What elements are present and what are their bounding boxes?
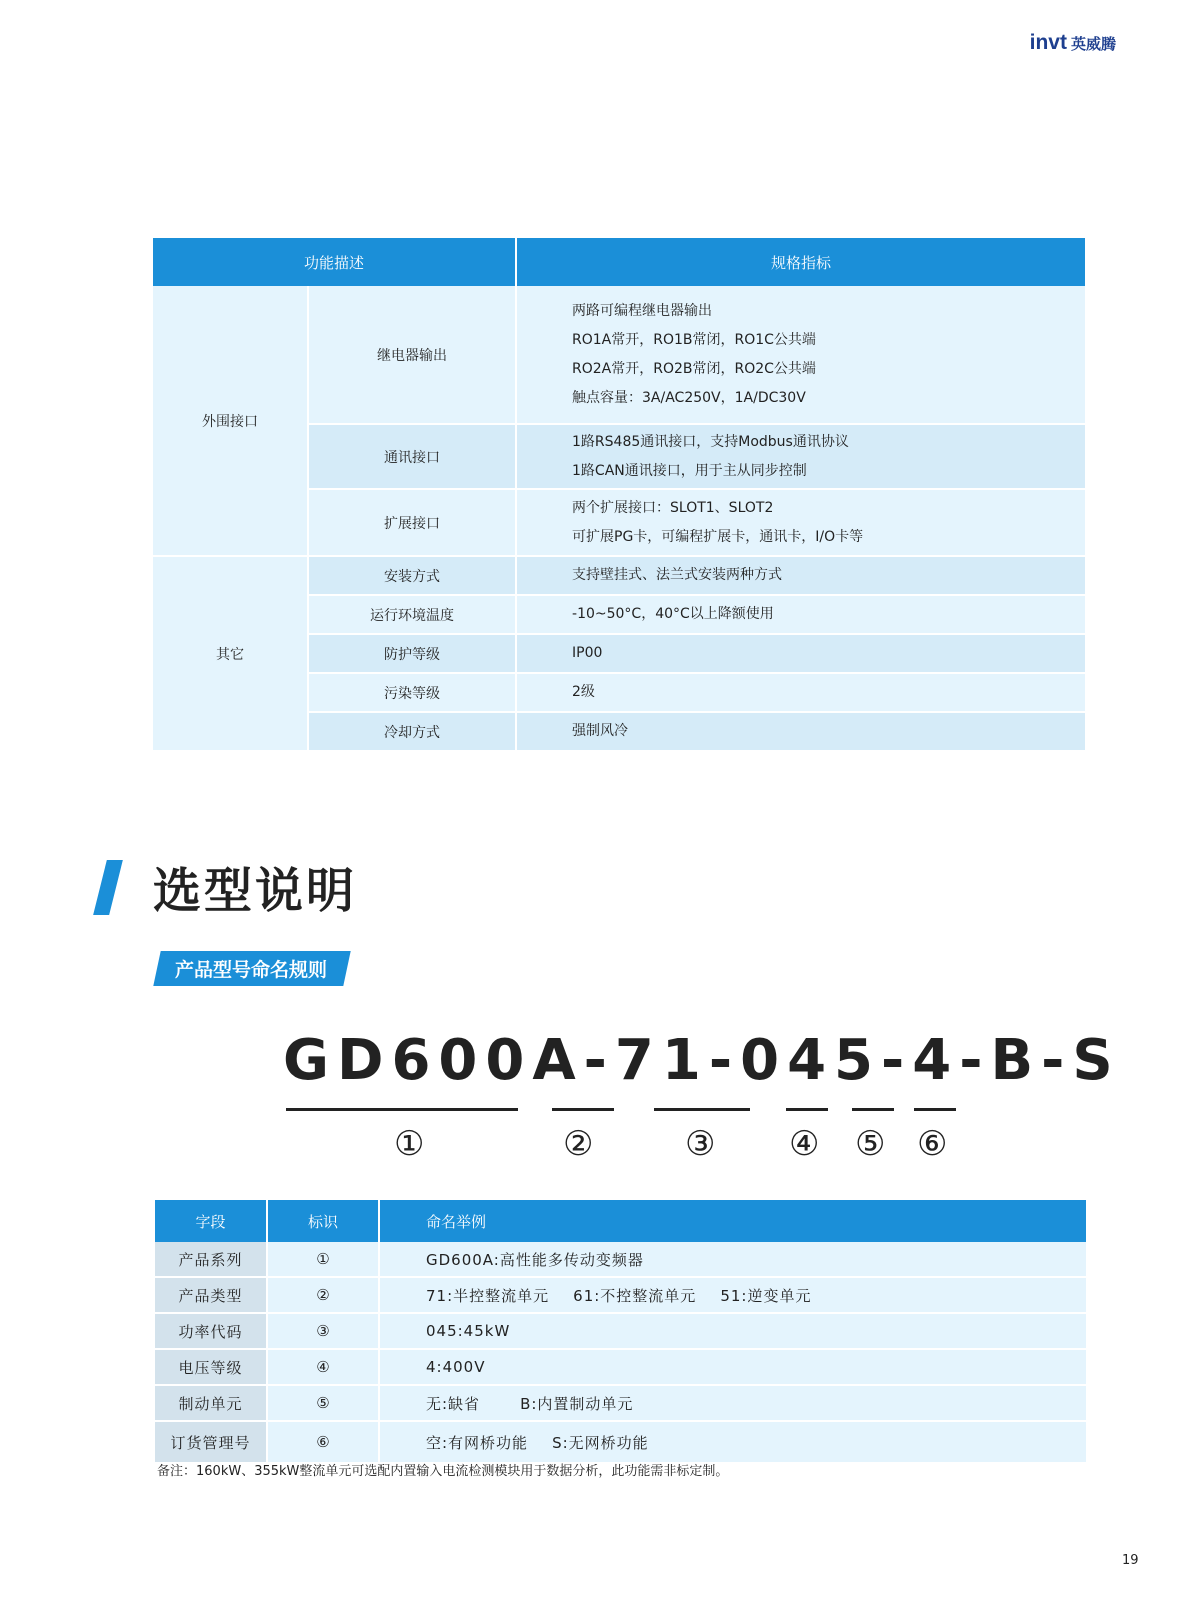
page-number: 19 — [1122, 1553, 1139, 1568]
spec-value-line: 1路RS485通讯接口，支持Modbus通讯协议 — [572, 433, 849, 450]
model-marker-6: ⑥ — [917, 1124, 948, 1164]
spec-value-line: 1路CAN通讯接口，用于主从同步控制 — [572, 462, 807, 479]
model-marker-3: ③ — [685, 1124, 716, 1164]
naming-example-item: GD600A:高性能多传动变频器 — [426, 1250, 644, 1269]
spec-value-line: 可扩展PG卡，可编程扩展卡，通讯卡，I/O卡等 — [572, 528, 864, 545]
naming-header-mark: 标识 — [268, 1200, 380, 1242]
model-marker-2: ② — [563, 1124, 594, 1164]
naming-example-item: 无:缺省 — [426, 1394, 481, 1413]
naming-example-item: 51:逆变单元 — [720, 1286, 812, 1305]
brand-mark: invt — [1029, 31, 1067, 54]
spec-value: 支持壁挂式、法兰式安装两种方式 — [517, 557, 1085, 596]
naming-mark: ③ — [268, 1314, 380, 1350]
naming-mark: ④ — [268, 1350, 380, 1386]
brand-name: 英威腾 — [1070, 34, 1116, 53]
spec-value: IP00 — [517, 635, 1085, 674]
spec-group-peripheral: 外围接口 — [153, 286, 309, 557]
naming-field: 功率代码 — [155, 1314, 268, 1350]
spec-item: 通讯接口 — [309, 425, 517, 490]
spec-table — [153, 238, 1085, 752]
table-row — [155, 1278, 1086, 1314]
spec-value-line: 触点容量：3A/AC250V，1A/DC30V — [572, 389, 806, 406]
table-row — [155, 1422, 1086, 1464]
spec-value — [517, 425, 1085, 490]
naming-field: 制动单元 — [155, 1386, 268, 1422]
naming-field: 电压等级 — [155, 1350, 268, 1386]
spec-item: 污染等级 — [309, 674, 517, 713]
spec-value: 2级 — [517, 674, 1085, 713]
spec-item: 冷却方式 — [309, 713, 517, 752]
section-accent-bar — [93, 860, 123, 915]
spec-item: 扩展接口 — [309, 490, 517, 557]
brand-logo — [1030, 30, 1116, 56]
subsection-title: 产品型号命名规则 — [175, 959, 328, 981]
spec-item: 安装方式 — [309, 557, 517, 596]
table-row — [155, 1386, 1086, 1422]
naming-field: 产品系列 — [155, 1242, 268, 1278]
model-code: GD600A-71-045-4-B-S — [283, 1028, 1121, 1093]
table-row — [155, 1350, 1086, 1386]
naming-example — [380, 1386, 1086, 1422]
naming-mark: ① — [268, 1242, 380, 1278]
naming-mark: ⑥ — [268, 1422, 380, 1464]
model-underline-1 — [286, 1108, 518, 1111]
naming-mark: ⑤ — [268, 1386, 380, 1422]
naming-header-field: 字段 — [155, 1200, 268, 1242]
section-title: 选型说明 — [153, 863, 358, 919]
naming-example — [380, 1242, 1086, 1278]
spec-header-spec: 规格指标 — [517, 238, 1085, 286]
model-marker-1: ① — [394, 1124, 425, 1164]
spec-header-function: 功能描述 — [153, 238, 517, 286]
model-marker-4: ④ — [789, 1124, 820, 1164]
spec-item: 继电器输出 — [309, 286, 517, 425]
spec-item: 防护等级 — [309, 635, 517, 674]
spec-group-other: 其它 — [153, 557, 309, 752]
spec-value-line: RO2A常开，RO2B常闭，RO2C公共端 — [572, 360, 816, 377]
naming-header-example: 命名举例 — [380, 1200, 1086, 1242]
naming-example-item: 4:400V — [426, 1358, 486, 1376]
naming-table — [155, 1200, 1086, 1464]
naming-field: 产品类型 — [155, 1278, 268, 1314]
spec-item: 运行环境温度 — [309, 596, 517, 635]
spec-value-line: RO1A常开，RO1B常闭，RO1C公共端 — [572, 331, 816, 348]
spec-value: -10~50°C，40°C以上降额使用 — [517, 596, 1085, 635]
spec-value: 强制风冷 — [517, 713, 1085, 752]
spec-value — [517, 286, 1085, 425]
model-underline-6 — [914, 1108, 956, 1111]
naming-example-item: 空:有网桥功能 — [426, 1433, 529, 1452]
naming-example — [380, 1314, 1086, 1350]
naming-example-item: 61:不控整流单元 — [573, 1286, 697, 1305]
naming-example-item: 71:半控整流单元 — [426, 1286, 550, 1305]
spec-value-line: 两路可编程继电器输出 — [572, 302, 713, 319]
footnote: 备注：160kW、355kW整流单元可选配内置输入电流检测模块用于数据分析，此功能需非标定制。 — [157, 1464, 729, 1479]
naming-field: 订货管理号 — [155, 1422, 268, 1464]
table-row — [155, 1314, 1086, 1350]
naming-example-item: S:无网桥功能 — [552, 1433, 649, 1452]
spec-value-line: 两个扩展接口：SLOT1、SLOT2 — [572, 499, 774, 516]
model-underline-2 — [552, 1108, 614, 1111]
model-underline-3 — [654, 1108, 750, 1111]
model-marker-5: ⑤ — [855, 1124, 886, 1164]
naming-example — [380, 1350, 1086, 1386]
table-row — [155, 1242, 1086, 1278]
naming-mark: ② — [268, 1278, 380, 1314]
naming-example — [380, 1278, 1086, 1314]
model-underline-4 — [786, 1108, 828, 1111]
naming-example — [380, 1422, 1086, 1464]
naming-example-item: 045:45kW — [426, 1322, 511, 1340]
model-underline-5 — [852, 1108, 894, 1111]
naming-example-item: B:内置制动单元 — [520, 1394, 634, 1413]
spec-value — [517, 490, 1085, 557]
